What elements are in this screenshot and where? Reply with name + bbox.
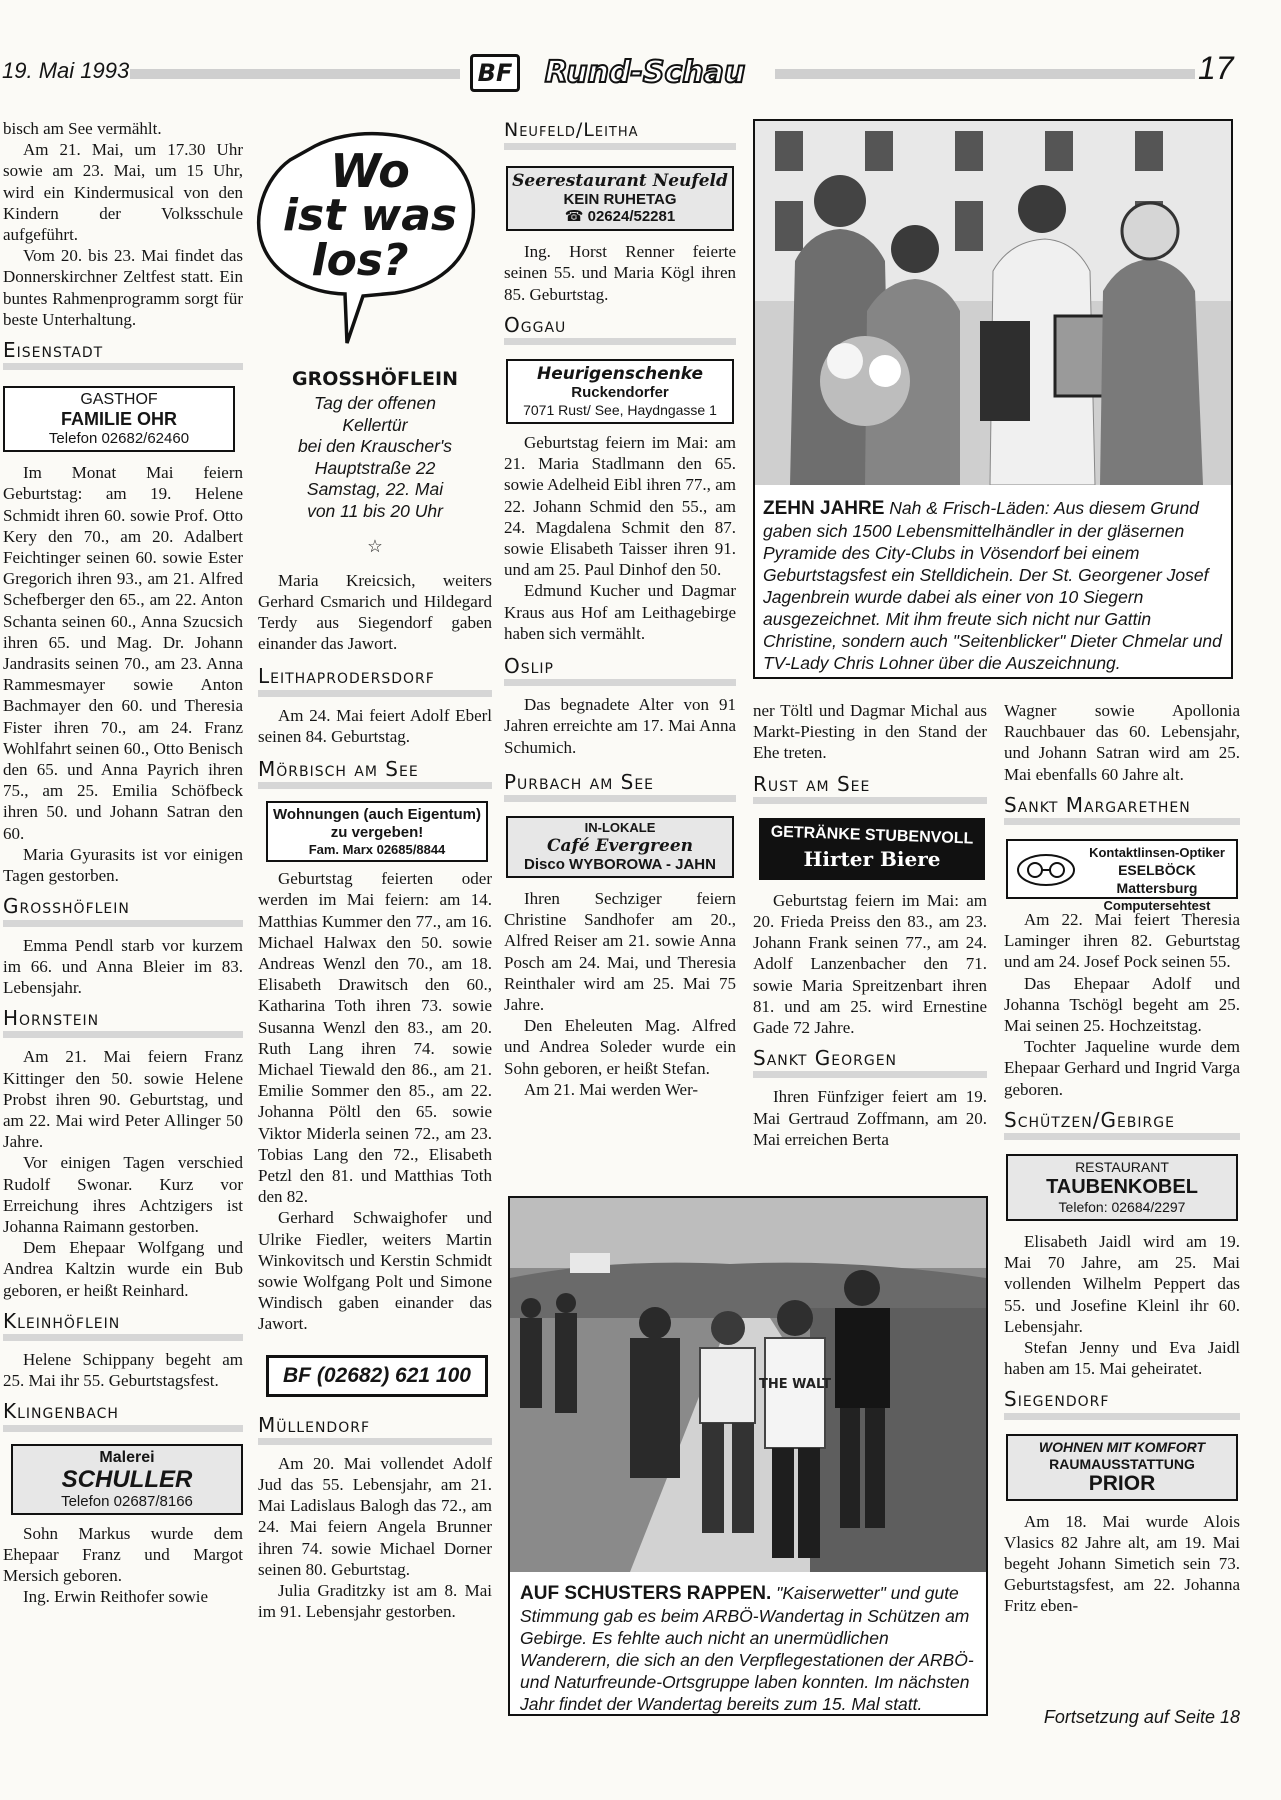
section-heading: Hornstein	[3, 1008, 243, 1038]
header-rule-left	[130, 69, 460, 79]
ad-taubenkobel: RESTAURANT TAUBENKOBEL Telefon: 02684/2297	[1006, 1154, 1238, 1221]
section-heading: Mörbisch am See	[258, 759, 492, 789]
section-heading: Sankt Georgen	[753, 1048, 987, 1078]
photo-zehn-jahre	[753, 119, 1233, 679]
ad-eselbock: Kontaktlinsen-Optiker ESELBÖCK Mattersburg Computersehtest	[1006, 839, 1238, 899]
ad-prior: WOHNEN MIT KOMFORT RAUMAUSSTATTUNG PRIOR	[1006, 1434, 1238, 1501]
column-4: ner Töltl und Dagmar Michal aus Markt-Piesting in den Stand der Ehe treten. Rust am See GETRÄNKE STUBENVOLL Hirter Biere Geburtstag feiern im Mai: am 20. Frieda Preiss den 83., am 23. Johann Frank seinen 77., am 24. Adolf Lanzenbacher den 71. sowie Maria Spreitzenbart ihren 81. und am 25. wird Ernestine Gade 72 Jahre. Sankt Georgen Ihren Fünfziger feiert am 19. Mai Gertraud Zoffmann, am 20. Mai erreichen Berta	[753, 701, 987, 1149]
photo-wandertag-image	[510, 1198, 986, 1572]
shirt-text: THE WALT	[759, 1377, 831, 1392]
logo-bf: BF	[470, 54, 520, 92]
section-heading: Oslip	[504, 656, 736, 686]
column-2: GROSSHÖFLEIN Tag der offenen Kellertür bei den Krauscher's Hauptstraße 22 Samstag, 22. Mai von 11 bis 20 Uhr ☆ Maria Kreicsich, weiters Gerhard Csmarich und Hildegard Terdy aus Siegendorf gaben einander das Jawort. Leithaprodersdorf Am 24. Mai feiert Adolf Eberl seinen 84. Geburtstag. Mörbisch am See Wohnungen (auch Eigentum) zu vergeben! Fam. Marx 02685/8844 Geburtstag feierten oder werden im Mai feiern: am 14. Matthias Kummer den 77., am 16. Michael Halwax den 50. sowie Andreas Wenzl den 70., am 18. Elisabeth Drawitsch den 60., Katharina Toth ihren 73. sowie Susanna Wenzl den 83., am 20. Ruth Lang ihren 74. sowie Michael Tiewald den 86., am 21. Emilie Sommer den 85., am 22. Johanna Pöltl den 65. sowie Viktor Miderla seinen 72., am 23. Tobias Lang den 72., Elisabeth Petzl den 81. und Matthias Toth den 82. Gerhard Schwaighofer und Ulrike Fiedler, weiters Martin Winkovitsch und Kerstin Schmidt sowie Wolfgang Polt und Simone Windisch gaben einander das Jawort. BF (02682) 621 100 Müllendorf Am 20. Mai vollendet Adolf Jud das 55. Lebensjahr, am 21. Mai Ladislaus Balogh das 72., am 24. Mai feiern Angela Brunner ihren 74. sowie Michael Dorner seinen 80. Geburtstag. Julia Graditzky ist am 8. Mai im 91. Lebensjahr gestorben.	[258, 368, 492, 1622]
ad-stubenvoll: GETRÄNKE STUBENVOLL Hirter Biere	[759, 818, 985, 880]
bf-phone-box: BF (02682) 621 100	[266, 1355, 488, 1397]
ad-schuller: Malerei SCHULLER Telefon 02687/8166	[11, 1444, 243, 1515]
photo-wandertag-caption: AUF SCHUSTERS RAPPEN. "Kaiserwetter" und gute Stimmung gab es beim ARBÖ-Wandertag in Schützen am Gebirge. Es fehlte auch nicht an unermüdlichen Wanderern, die sich an den Verpflegestationen der ARBÖ- und Naturfreunde-Ortsgruppe laben konnten. Im nächsten Jahr findet der Wandertag bereits zum 15. Mal statt.	[520, 1583, 974, 1714]
section-heading: Rust am See	[753, 774, 987, 804]
header-rule-right	[775, 69, 1195, 79]
section-heading: Oggau	[504, 315, 736, 345]
section-heading: Eisenstadt	[3, 340, 243, 370]
glasses-icon	[1016, 853, 1076, 887]
section-heading: Neufeld/Leitha	[504, 120, 736, 150]
continuation-note: Fortsetzung auf Seite 18	[1043, 1707, 1240, 1727]
bubble-line-3: los?	[311, 235, 409, 286]
event-heading: GROSSHÖFLEIN	[292, 368, 458, 390]
page-header	[0, 48, 1281, 98]
event-box: Tag der offenen Kellertür bei den Krauscher's Hauptstraße 22 Samstag, 22. Mai von 11 bis 20 Uhr ☆	[258, 393, 492, 558]
column-1: bisch am See vermählt. Am 21. Mai, um 17.30 Uhr sowie am 23. Mai, um 15 Uhr, wird ein Kindermusical von den Kindern der Volksschule aufgeführt. Vom 20. bis 23. Mai findet das Donnerskirchner Zeltfest statt. Ein buntes Rahmenprogramm sorgt für beste Unterhaltung. Eisenstadt GASTHOF FAMILIE OHR Telefon 02682/62460 Im Monat Mai feiern Geburtstag: am 19. Helene Schmidt ihren 60. sowie Prof. Otto Kery den 70., am 20. Adalbert Feichtinger seinen 60. sowie Ester Gregorich ihren 93., am 21. Alfred Schefberger den 65., am 22. Anton Schanta seinen 60., Anna Szucsich ihren 65. und Mag. Dr. Johann Jandrasits seinen 70., am 23. Anna Rammesmayer sowie Anton Bachmayer den 60. und Theresia Fister ihren 70., am 24. Franz Wohlfahrt seinen 60., Otto Benisch den 65. und Anna Payrich ihren 75., am 25. Emilia Schöfbeck ihren 50. und Johann Satran den 60. Maria Gyurasits ist vor einigen Tagen gestorben. Grosshöflein Emma Pendl starb vor kurzem im 66. und Anna Bleier im 83. Lebensjahr. Hornstein Am 21. Mai feiern Franz Kittinger den 50. sowie Helene Probst ihren 90. Geburtstag, und am 22. Mai wird Peter Allinger 50 Jahre. Vor einigen Tagen verschied Rudolf Swonar. Kurz vor Erreichung ihres Achtzigers ist Johanna Raimann gestorben. Dem Ehepaar Wolfgang und Andrea Kaltzin wurde ein Bub geboren, er heißt Reinhard. Kleinhöflein Helene Schippany begeht am 25. Mai ihr 55. Geburtstagsfest. Klingenbach Malerei SCHULLER Telefon 02687/8166 Sohn Markus wurde dem Ehepaar Franz und Margot Mersich geboren. Ing. Erwin Reithofer sowie	[3, 119, 243, 1607]
column-5: Wagner sowie Apollonia Rauchbauer das 60. Lebensjahr, und Johann Satran wird am 25. Mai ebenfalls 60 Jahre alt. Sankt Margarethen Kontaktlinsen-Optiker ESELBÖCK Mattersburg Computersehtest Am 22. Mai feiert Theresia Laminger ihren 82. Geburtstag und am 24. Josef Pock seinen 55. Das Ehepaar Adolf und Johanna Tschögl begeht am 25. Mai seinen 25. Hochzeitstag. Tochter Jaqueline wurde dem Ehepaar Gerhard und Ingrid Varga geboren. Schützen/Gebirge RESTAURANT TAUBENKOBEL Telefon: 02684/2297 Elisabeth Jaidl wird am 19. Mai 70 Jahre, am 25. Mai vollenden Wilhelm Peppert das 55. und Josefine Kleinl ihr 60. Lebensjahr. Stefan Jenny und Eva Jaidl haben am 15. Mai geheiratet. Siegendorf WOHNEN MIT KOMFORT RAUMAUSSTATTUNG PRIOR Am 18. Mai wurde Alois Vlasics 82 Jahre alt, am 19. Mai begeht Johann Simetich sein 73. Geburtstagsfest, am 22. Johanna Fritz eben-	[1004, 701, 1240, 1616]
intro-text: bisch am See vermählt. Am 21. Mai, um 17.30 Uhr sowie am 23. Mai, um 15 Uhr, wird ein Kindermusical von den Kindern der Volksschule aufgeführt. Vom 20. bis 23. Mai findet das Donnerskirchner Zeltfest statt. Ein buntes Rahmenprogramm sorgt für beste Unterhaltung.	[3, 119, 243, 329]
star-icon: ☆	[367, 536, 383, 556]
section-heading: Siegendorf	[1004, 1389, 1240, 1419]
ad-seerestaurant: Seerestaurant Neufeld KEIN RUHETAG ☎ 02624/52281	[506, 166, 734, 231]
section-heading: Grosshöflein	[3, 896, 243, 926]
section-heading: Kleinhöflein	[3, 1311, 243, 1341]
section-heading: Schützen/Gebirge	[1004, 1110, 1240, 1140]
section-heading: Sankt Margarethen	[1004, 795, 1240, 825]
section-heading: Müllendorf	[258, 1415, 492, 1445]
logo-title: Rund-Schau	[544, 55, 746, 90]
photo-zehn-jahre-image	[755, 121, 1231, 485]
section-heading: Leithaprodersdorf	[258, 666, 492, 696]
ad-wohnungen: Wohnungen (auch Eigentum) zu vergeben! Fam. Marx 02685/8844	[266, 801, 488, 862]
section-heading: Purbach am See	[504, 772, 736, 802]
speech-bubble	[255, 128, 485, 360]
ad-familie-ohr: GASTHOF FAMILIE OHR Telefon 02682/62460	[3, 386, 235, 452]
photo-zehn-jahre-caption: ZEHN JAHRE Nah & Frisch-Läden: Aus diesem Grund gaben sich 1500 Lebensmittelhändler in der gläsernen Pyramide des City-Clubs in Vösendorf bei einem Geburtstagsfest ein Stelldichein. Der St. Georgener Josef Jagenbrein wurde dabei als einer von 10 Siegern ausgezeichnet. Mit ihm freute sich nicht nur Gattin Christine, sondern auch "Seitenblicker" Dieter Chmelar und TV-Lady Chris Lohner über die Auszeichnung.	[763, 498, 1222, 673]
header-date: 19. Mai 1993	[2, 58, 130, 83]
section-heading: Klingenbach	[3, 1401, 243, 1431]
ad-heurigenschenke: Heurigenschenke Ruckendorfer 7071 Rust/ See, Haydngasse 1	[506, 359, 734, 424]
ad-in-lokale: IN-LOKALE Café Evergreen Disco WYBOROWA - JAHN	[506, 816, 734, 878]
bubble-line-2: ist was	[282, 190, 458, 241]
photo-wandertag	[508, 1196, 988, 1716]
page-number: 17	[1198, 50, 1234, 86]
column-3: Neufeld/Leitha Seerestaurant Neufeld KEIN RUHETAG ☎ 02624/52281 Ing. Horst Renner feierte seinen 55. und Maria Kögl ihren 85. Geburtstag. Oggau Heurigenschenke Ruckendorfer 7071 Rust/ See, Haydngasse 1 Geburtstag feiern im Mai: am 21. Maria Stadlmann den 65. sowie Adelheid Eibl ihren 77., am 22. Johann Schmid den 55., am 24. Magdalena Schmit den 87. sowie Elisabeth Taisser ihren 91. und am 25. Paul Dinhof den 50. Edmund Kucher und Dagmar Kraus aus Hof am Leithagebirge haben sich vermählt. Oslip Das begnadete Alter von 91 Jahren erreichte am 17. Mai Anna Schumich. Purbach am See IN-LOKALE Café Evergreen Disco WYBOROWA - JAHN Ihren Sechziger feiern Christine Sandhofer am 20., Alfred Reiser am 21. sowie Anna Posch am 24. Mai, und Theresia Reinthaler wird am 25. Mai 75 Jahre. Den Eheleuten Mag. Alfred und Andrea Soleder wurde ein Sohn geboren, er heißt Stefan. Am 21. Mai werden Wer-	[504, 119, 736, 1099]
bubble-line-1: Wo	[330, 144, 410, 198]
